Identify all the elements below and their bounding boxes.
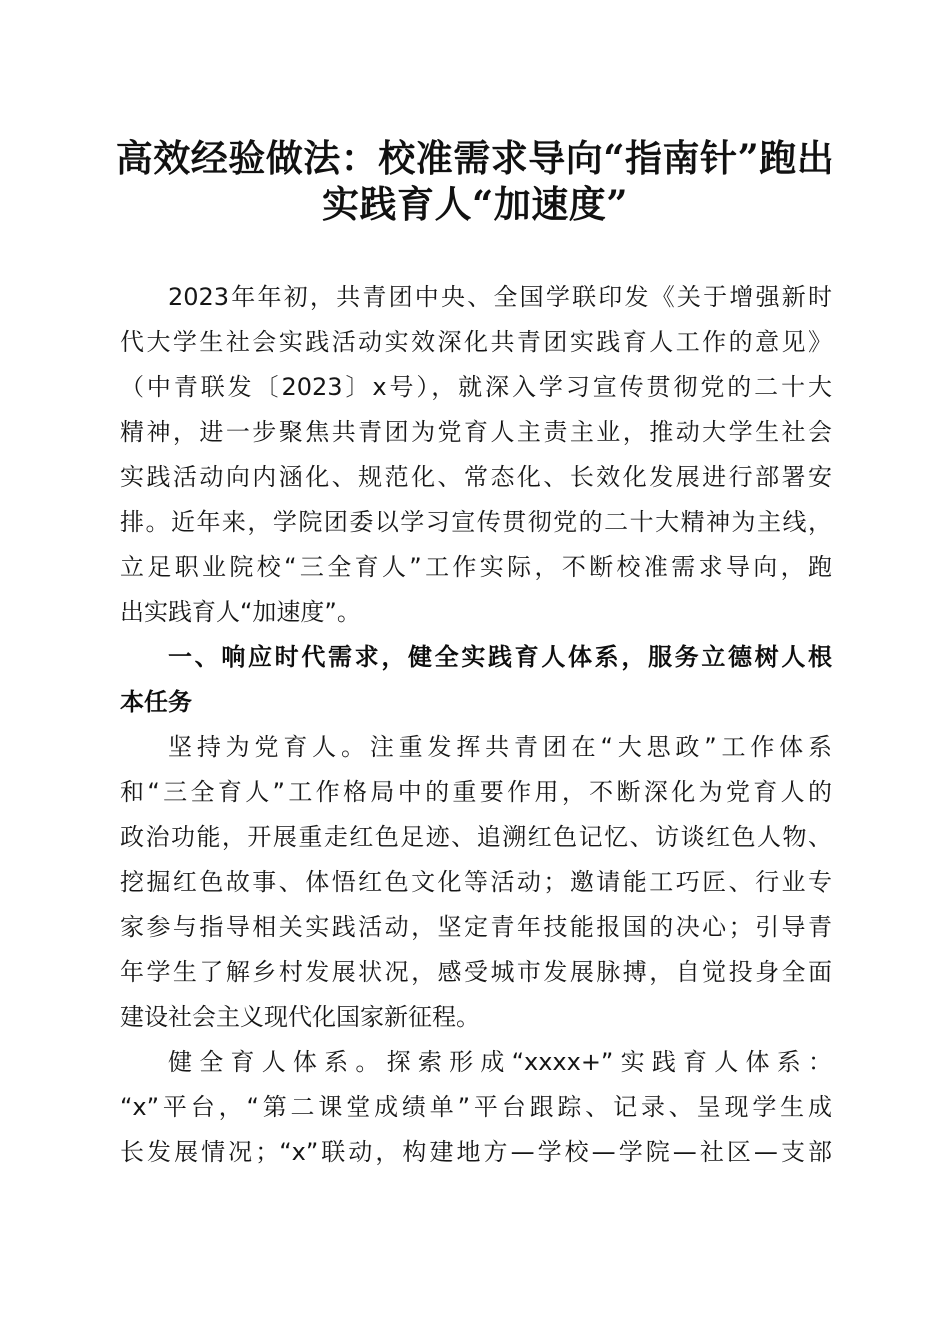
paragraph-line: “x”平台，“第二课堂成绩单”平台跟踪、记录、呈现学生成	[120, 1093, 832, 1121]
paragraph-line: 坚持为党育人。注重发挥共青团在“大思政”工作体系	[168, 733, 832, 761]
intro-paragraph-line: 排。近年来，学院团委以学习宣传贯彻党的二十大精神为主线，	[120, 508, 832, 536]
section-heading-line: 一、响应时代需求，健全实践育人体系，服务立德树人根	[168, 643, 832, 671]
intro-paragraph-line: 代大学生社会实践活动实效深化共青团实践育人工作的意见》	[120, 328, 832, 356]
intro-paragraph-line: 2023年年初，共青团中央、全国学联印发《关于增强新时	[168, 283, 832, 311]
paragraph-line: 长发展情况；“x”联动，构建地方—学校—学院—社区—支部	[120, 1138, 832, 1166]
paragraph-line: 家参与指导相关实践活动，坚定青年技能报国的决心；引导青	[120, 913, 832, 941]
paragraph-line: 政治功能，开展重走红色足迹、追溯红色记忆、访谈红色人物、	[120, 823, 832, 851]
paragraph-line: 年学生了解乡村发展状况，感受城市发展脉搏，自觉投身全面	[120, 958, 832, 986]
paragraph-line: 健全育人体系。探索形成“xxxx+”实践育人体系：	[168, 1048, 832, 1076]
intro-paragraph-line: （中青联发〔2023〕x号），就深入学习宣传贯彻党的二十大	[120, 373, 832, 401]
paragraph-line: 挖掘红色故事、体悟红色文化等活动；邀请能工巧匠、行业专	[120, 868, 832, 896]
document-title-line-2: 实践育人“加速度”	[321, 182, 629, 226]
paragraph-line: 建设社会主义现代化国家新征程。	[120, 1003, 480, 1031]
intro-paragraph-line: 实践活动向内涵化、规范化、常态化、长效化发展进行部署安	[120, 463, 832, 491]
section-heading-line: 本任务	[120, 688, 192, 716]
document-title-line-1: 高效经验做法：校准需求导向“指南针”跑出	[115, 136, 835, 180]
paragraph-line: 和“三全育人”工作格局中的重要作用，不断深化为党育人的	[120, 778, 832, 806]
intro-paragraph-line: 出实践育人“加速度”。	[120, 598, 361, 626]
intro-paragraph-line: 精神，进一步聚焦共青团为党育人主责主业，推动大学生社会	[120, 418, 832, 446]
intro-paragraph-line: 立足职业院校“三全育人”工作实际，不断校准需求导向，跑	[120, 553, 832, 581]
